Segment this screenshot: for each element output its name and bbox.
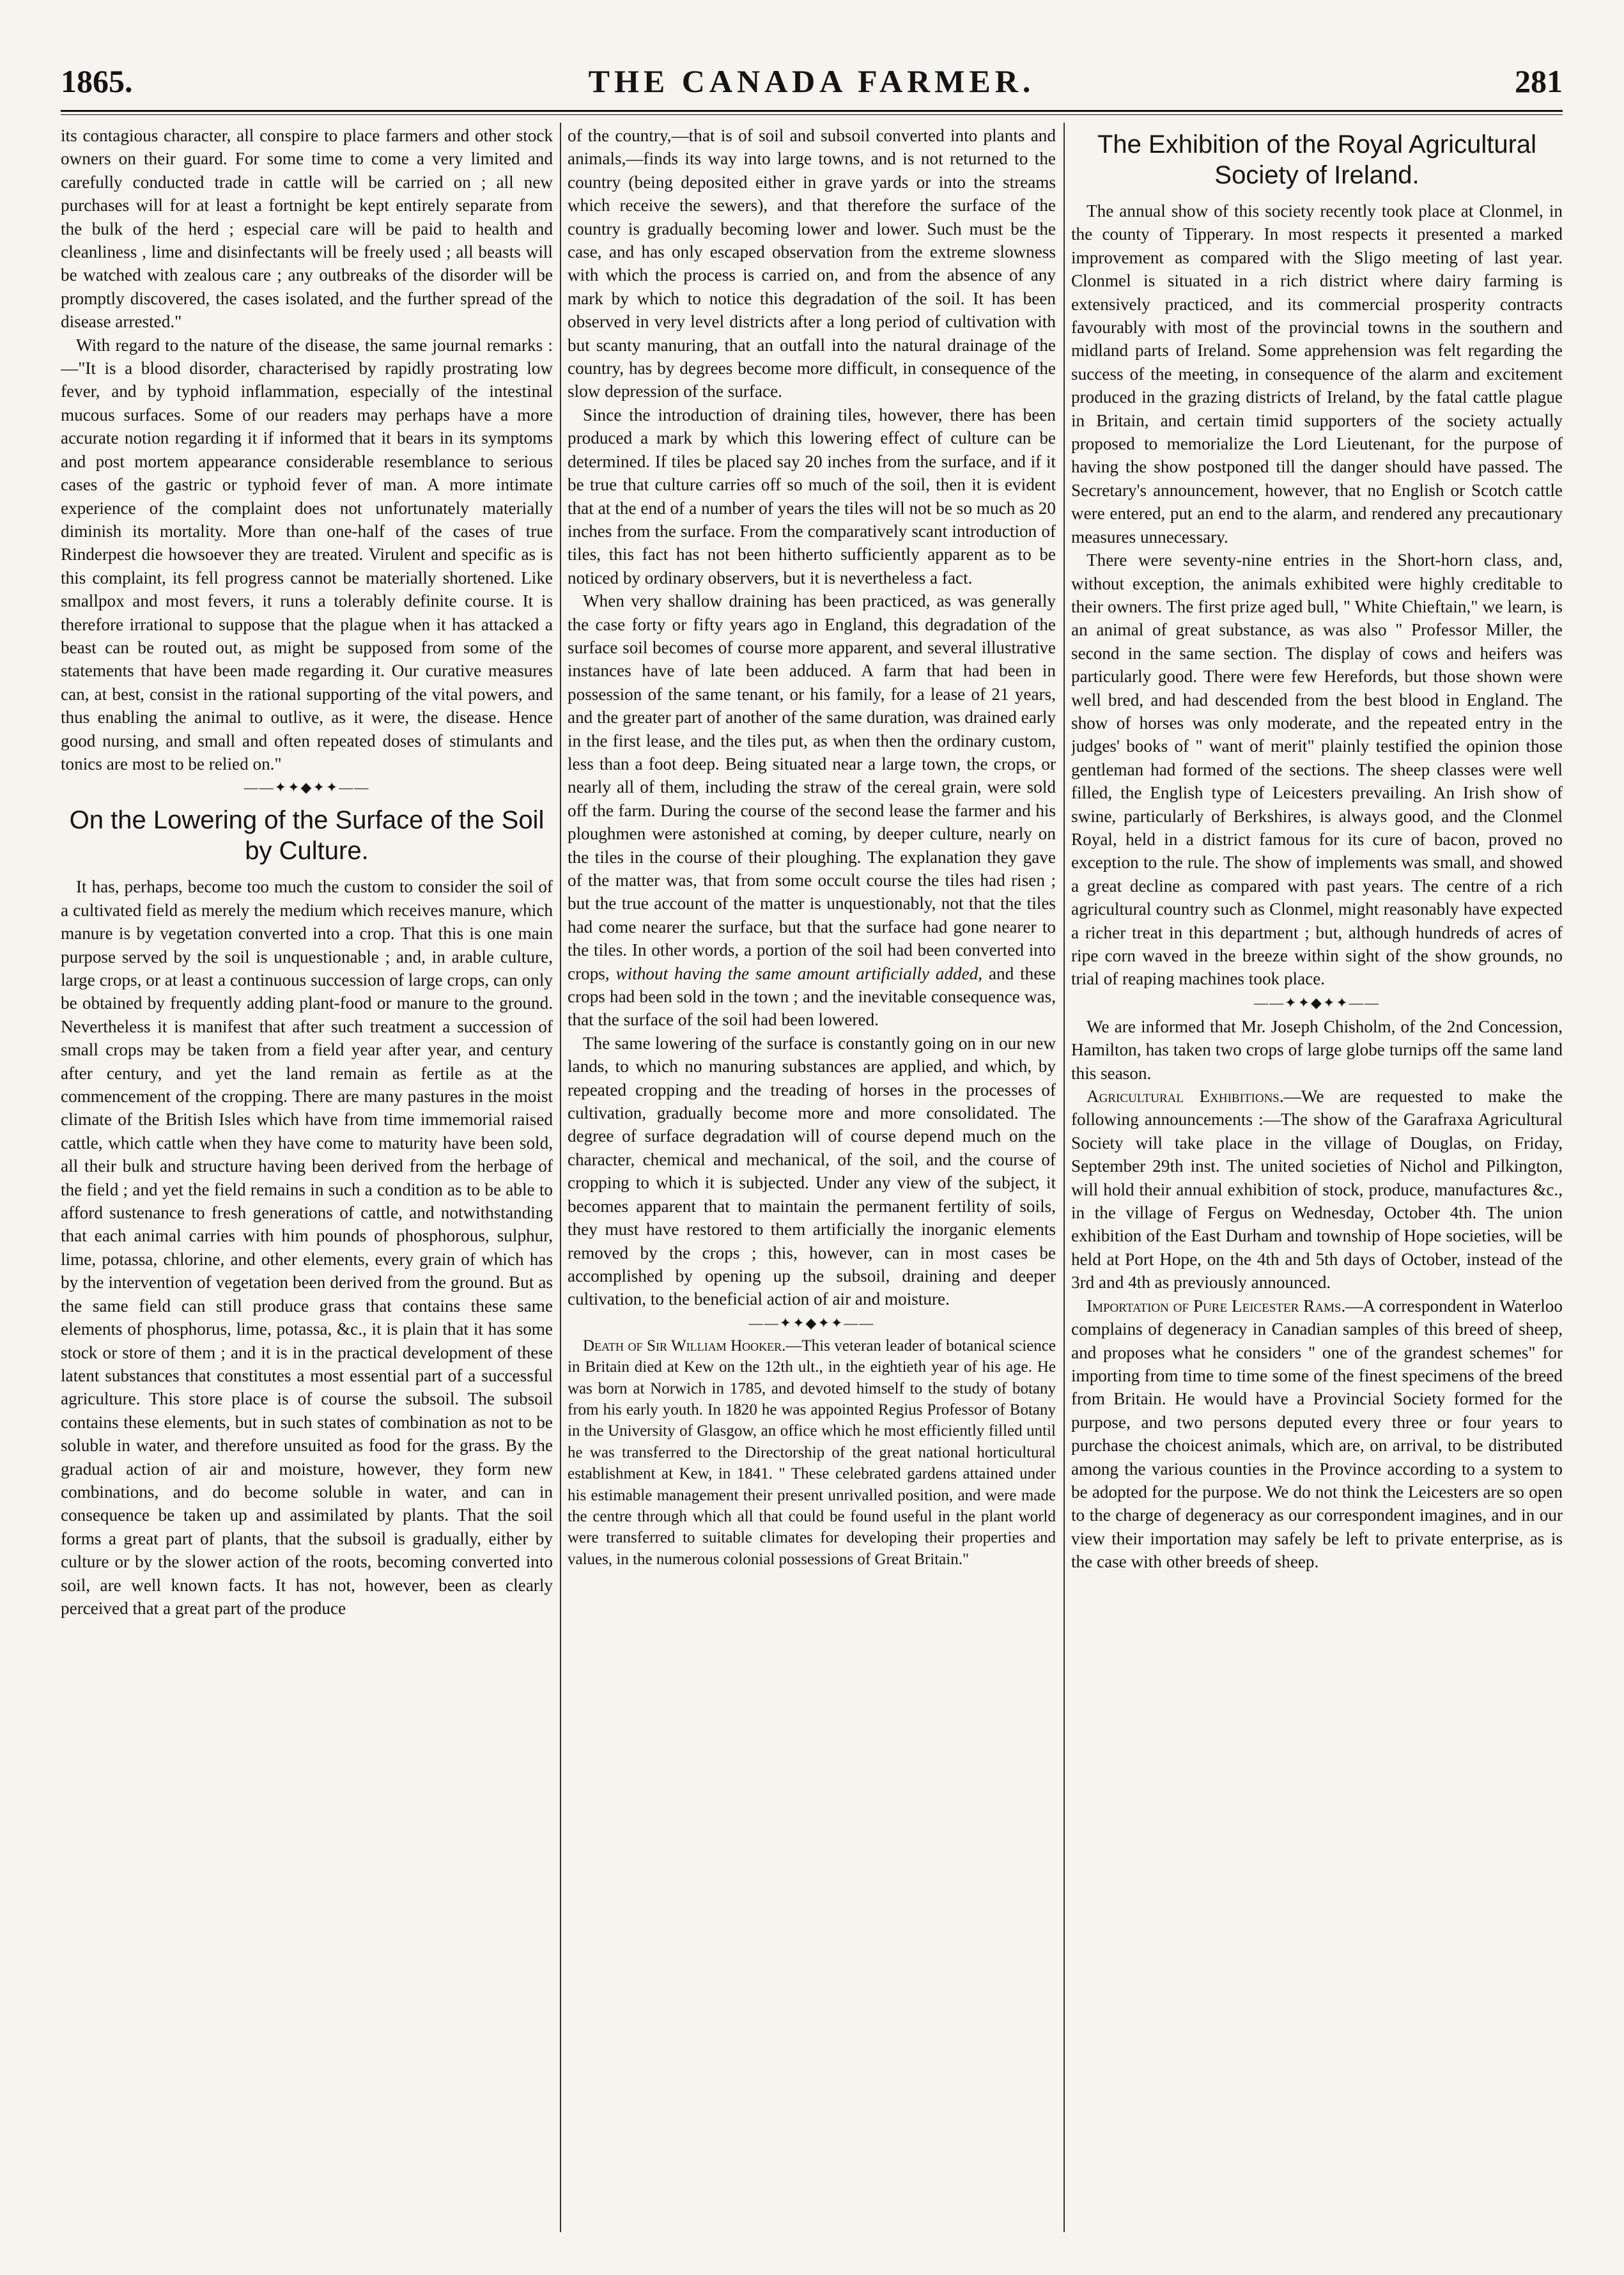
- issue-year: 1865.: [61, 63, 133, 99]
- paragraph: its contagious character, all conspire to place farmers and other stock owners on their guard. For some time to come a very limited and carefully conducted trade in cattle will be carried on ; all new purchases will for at least a fortnight be kept entirely separate from the bulk of the herd ; especial care will be paid to health and cleanliness , lime and disinfectants will be freely used ; all beasts will be watched with zealous care ; any outbreaks of the disorder will be promptly discovered, the cases isolated, and the further spread of the disease arrested.": [61, 126, 553, 332]
- column-2: [568, 124, 1056, 2233]
- paragraph: [1071, 1294, 1563, 1574]
- column-divider: [560, 123, 561, 2232]
- paragraph: Since the introduction of draining tiles, however, there has been produced a mark by which this lowering effect of culture can be determined. If tiles be placed say 20 inches from the surface, and if it be true that culture carries off so much of the soil, then it is evident that at the end of a number of years the tiles will not be so much as 20 inches from the surface. From the comparatively scant introduction of tiles, this fact has not been hitherto sufficiently apparent as to be noticed by ordinary observers, but it is nevertheless a fact.: [568, 405, 1056, 587]
- article-heading-soil-lowering: On the Lowering of the Surface of the Soil by Culture.: [69, 806, 545, 866]
- paragraph: The annual show of this society recently took place at Clonmel, in the county of Tipperary. In most respects it presented a marked improvement as compared with the Sligo meeting of last year. Clonmel is situated in a rich district where dairy farming is extensively practiced, and its commercial prosperity contracts favourably with most of the provincial towns in the southern and midland parts of Ireland. Some apprehension was felt regarding the success of the meeting, in consequence of the alarm and excitement produced in the grazing districts of Ireland, by the fatal cattle plague in Britain, and certain timid supporters of the society actually proposed to memorialize the Lord Lieutenant, for the purpose of having the show postponed till the danger should have passed. The Secretary's announcement, however, that no English or Scotch cattle were entered, put an end to the alarm, and rendered any precautionary measures unnecessary.: [1071, 201, 1563, 547]
- paragraph-hooker-obituary: [568, 1335, 1056, 1570]
- column-3: [1071, 124, 1563, 2233]
- ornament-divider: ——✦✦◆✦✦——: [748, 1314, 875, 1331]
- paragraph: [1071, 1085, 1563, 1294]
- header-rule-thin: [61, 114, 1563, 115]
- paragraph: of the country,—that is of soil and subsoil converted into plants and animals,—finds its way into large towns, and is not returned to the country (being deposited either in grave yards or into the streams which receive the sewers), and that therefore the surface of the country is gradually becoming lower and lower. Such must be the case, and has only escaped observation from the extreme slowness with which the process is carried on, and from the absence of any mark by which to notice this degradation of the soil. It has been observed in very level districts after a long period of cultivation with but scanty manuring, that an outfall into the natural drainage of the country, has by degrees become more difficult, in consequence of the slow depression of the surface.: [568, 126, 1056, 401]
- paragraph: With regard to the nature of the disease, the same journal remarks :—"It is a blood disorder, characterised by rapidly prostrating low fever, and by typhoid inflammation, especially of the intestinal mucous surfaces. Some of our readers may perhaps have a more accurate notion regarding it if informed that it bears in its symptoms and post mortem appearance considerable resemblance to serious cases of the gastric or typhoid fever of man. A more intimate experience of the complaint does not unfortunately materially diminish its mortality. More than one-half of the cases of true Rinderpest die howsoever they are treated. Virulent and specific as is this complaint, its fell progress cannot be materially shortened. Like smallpox and most fevers, it runs a tolerably definite course. It is therefore irrational to suppose that the plague when it has attacked a beast can be routed out, as might be supposed from some of the statements that have been made regarding it. Our curative measures can, at best, consist in the rational supporting of the vital powers, and thus enabling the animal to outlive, as it were, the disease. Hence good nursing, and small and often repeated doses of stimulants and tonics are most to be relied on.": [61, 335, 553, 773]
- text-run: —A correspondent in Waterloo complains of degeneracy in Canadian samples of this breed of sheep, and proposes what he considers " one of the grandest schemes" for importing from time to time some of the finest specimens of the breed from Britain. He would have a Provincial Society formed for the purpose, and two persons deputed every three or four years to purchase the choicest animals, which are, on arrival, to be distributed among the various counties in the Province according to a system to be adopted for the purpose. We do not think the Leicesters are so open to the charge of degeneracy as our correspondent imagines, and in our view their importation may safely be left to private enterprise, as is the case with other breeds of sheep.: [1071, 1296, 1563, 1572]
- page-number: 281: [1515, 63, 1563, 99]
- ornament-divider: ——✦✦◆✦✦——: [1254, 994, 1380, 1011]
- text-run: and these crops had been sold in the town ; and the inevitable consequence was, that the surface of the soil had been lowered.: [568, 963, 1056, 1030]
- paragraph: It has, perhaps, become too much the custom to consider the soil of a cultivated field as merely the medium which receives manure, which manure is by vegetation converted into a crop. That this is one main purpose served by the soil is unquestionable ; and, in arable culture, large crops, or at least a continuous succession of large crops, can only be obtained by frequently adding plant-food or manure to the ground. Nevertheless it is manifest that after such treatment a succession of small crops may be taken from a field year after year, and century after century, and yet the land remain as fertile as at the commencement of the cropping. There are many pastures in the moist climate of the British Isles which have from time immemorial raised cattle, which cattle when they have come to maturity have been sold, all their bulk and structure having been derived from the herbage of the field ; and yet the field remains in such a condition as to be able to afford sustenance to fresh generations of cattle, and notwithstanding that each animal carries with him pounds of phosphorous, sulphur, lime, potassa, chlorine, and other elements, every grain of which has by the intervention of vegetation been derived from the ground. But as the same field can still produce grass that contains these same elements of phosphorus, lime, potassa, &c., it is plain that it has some stock or store of them ; and it is in the practical development of these latent substances that constitutes a most essential part of a successful agriculture. This store place is of course the subsoil. The subsoil contains these elements, but in such states of combination as not to be soluble in water, and therefore unsuited as food for the grass. By the gradual action of air and moisture, however, they form new combinations, and do become soluble in water, and can in consequence be taken up and assimilated by plants. That the soil forms a great part of plants, that the subsoil is gradually, either by culture or by the slower action of the roots, becoming converted into soil, are well known facts. It has not, however, been as clearly perceived that a great part of the produce: [61, 877, 553, 1618]
- article-heading-royal-society-ireland: The Exhibition of the Royal Agricultural Society of Ireland.: [1097, 130, 1537, 189]
- text-run: When very shallow draining has been practiced, as was generally the case forty or fifty years ago in England, this degradation of the surface soil becomes of course more apparent, and several illustrative instances have of late been adduced. A farm that had been in possession of the same tenant, or his family, for a lease of 21 years, and the greater part of another of the same duration, was drained early in the first lease, and the tiles put, as when then the ordinary custom, less than a foot deep. Being situated near a large town, the crops, or nearly all of them, including the straw of the cereal grain, were sold off the farm. During the course of the second lease the farmer and his ploughmen were astonished at coming, by deeper culture, nearly on the tiles in the course of their ploughing. The explanation they gave of the matter was, that from some occult course the tiles had risen ; but the true account of the matter is unquestionably, not that the tiles had come nearer the surface, but that the surface had gone nearer to the tiles. In other words, a portion of the soil had been converted into crops,: [568, 591, 1056, 983]
- newspaper-title: THE CANADA FARMER.: [588, 63, 1035, 99]
- lead-in: Death of Sir William Hooker.: [583, 1337, 786, 1355]
- paragraph: [568, 589, 1056, 1032]
- lead-in: Agricultural Exhibitions.: [1087, 1087, 1284, 1106]
- ornament-divider: ——✦✦◆✦✦——: [244, 779, 370, 796]
- paragraph: There were seventy-nine entries in the Short-horn class, and, without exception, the animals exhibited were highly creditable to their owners. The first prize aged bull, " White Chieftain," we learn, is an animal of great substance, as was also " Professor Miller, the second in the same section. The display of cows and heifers was particularly good. There were few Herefords, but those shown were well bred, and had descended from the best blood in England. The show of horses was only moderate, and the repeated entry in the judges' books of " want of merit" plainly testified the opinion those gentleman had formed of the sections. The sheep classes were well filled, the English type of Leicesters prevailing. An Irish show of swine, particularly of Berkshires, is always good, and the Clonmel Royal, held in a district famous for its cure of bacon, proved no exception to the rule. The show of implements was small, and showed a great decline as compared with past years. The centre of a rich agricultural country such as Clonmel, might reasonably have expected a richer treat in this department ; but, although hundreds of acres of ripe corn waved in the breeze within sight of the show grounds, no trial of reaping machines took place.: [1071, 550, 1563, 989]
- paragraph: We are informed that Mr. Joseph Chisholm, of the 2nd Concession, Hamilton, has taken two crops of large globe turnips off the same land this season.: [1071, 1016, 1563, 1083]
- masthead: [61, 59, 1563, 104]
- column-divider: [1063, 123, 1065, 2232]
- italic-text-run: without having the same amount artificially added,: [615, 963, 983, 983]
- lead-in: Importation of Pure Leicester Rams.: [1087, 1296, 1346, 1316]
- header-rule: [61, 110, 1563, 112]
- paragraph: The same lowering of the surface is constantly going on in our new lands, to which no manuring substances are applied, and which, by repeated cropping and the treading of horses in the processes of cultivation, gradually become more and more consolidated. The degree of surface degradation will of course depend much on the character, chemical and mechanical, of the soil, and the course of cropping to which it is subjected. Under any view of the subject, it becomes apparent that to maintain the permanent fertility of soils, they must have restored to them artificially the inorganic elements removed by the crops ; this, however, can in most cases be accomplished by opening up the subsoil, draining and deeper cultivation, to the beneficial action of air and moisture.: [568, 1033, 1056, 1309]
- text-run: —We are requested to make the following announcements :—The show of the Garafraxa Agricultural Society will take place in the village of Douglas, on Friday, September 29th inst. The united societies of Nichol and Pilkington, will hold their annual exhibition of stock, produce, manufactures &c., in the village of Fergus on Wednesday, October 4th. The union exhibition of the East Durham and township of Hope societies, will be held at Port Hope, on the 4th and 5th days of October, instead of the 3rd and 4th as previously announced.: [1071, 1087, 1563, 1293]
- text-run: —This veteran leader of botanical science in Britain died at Kew on the 12th ult., in the eightieth year of his age. He was born at Norwich in 1785, and devoted himself to the study of botany from his early youth. In 1820 he was appointed Regius Professor of Botany in the University of Glasgow, an office which he most efficiently filled until he was transferred to the Directorship of the great national horticultural establishment at Kew, in 1841. " These celebrated gardens attained under his estimable management their present unrivalled position, and were made the centre through which all that could be found useful in the plant world were transferred to suitable climates for developing their properties and values, in the numerous colonial possessions of Great Britain.": [568, 1337, 1056, 1568]
- column-1: [61, 124, 553, 2233]
- newspaper-page: [61, 59, 1563, 2251]
